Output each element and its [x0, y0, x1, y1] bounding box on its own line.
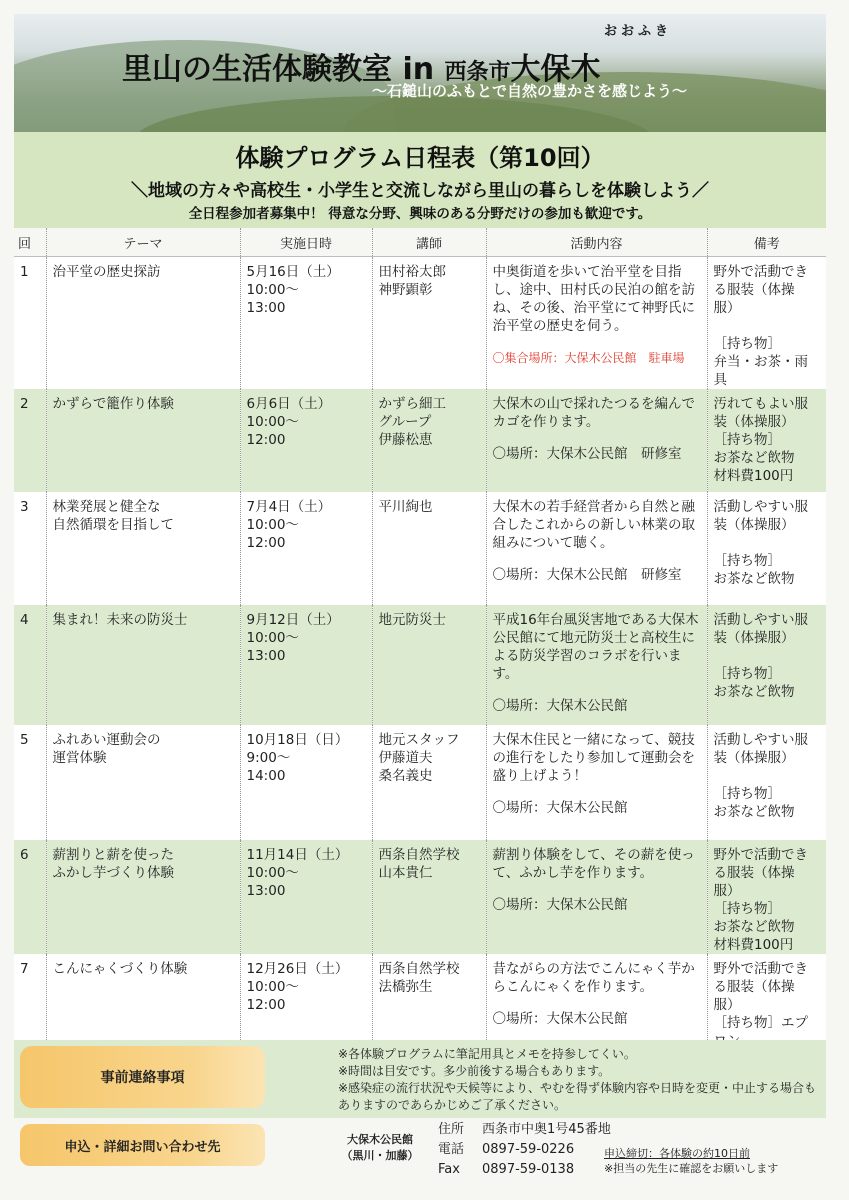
row-notes: 汚れてもよい服装（体操服） ［持ち物］ お茶など飲物 材料費100円: [707, 389, 826, 492]
row-datetime: 10月18日（日） 9:00〜 14:00: [240, 725, 372, 840]
schedule-invite: 全日程参加者募集中！ 得意な分野、興味のある分野だけの参加も歓迎です。: [188, 206, 652, 222]
organization: [330, 1132, 430, 1164]
table-row: [14, 840, 826, 954]
row-location: 〇場所：大保木公民館 研修室: [492, 567, 682, 583]
row-activity-cell: [486, 605, 707, 725]
row-lecturer: 平川絢也: [372, 492, 486, 605]
row-activity-cell: [486, 389, 707, 492]
row-activity: 大保木の若手経営者から自然と融合したこれからの新しい林業の取組みについて聴く。: [492, 499, 695, 551]
title-city: 西条市: [444, 60, 511, 85]
org-name: 大保木公民館: [347, 1133, 413, 1146]
title-main: 里山の生活体験教室 in: [122, 52, 445, 87]
schedule-table: [14, 228, 826, 1086]
row-num: 5: [14, 725, 46, 840]
row-location: 〇場所：大保木公民館: [492, 698, 628, 714]
table-row: [14, 389, 826, 492]
row-datetime: 11月14日（土） 10:00〜 13:00: [240, 840, 372, 954]
deadline-note: ※担当の先生に確認をお願いします: [604, 1162, 779, 1175]
notice-item: ※各体験プログラムに筆記用具とメモを持参してくい。: [338, 1047, 636, 1061]
col-header-notes: 備考: [707, 228, 826, 257]
row-datetime: 9月12日（土） 10:00〜 13:00: [240, 605, 372, 725]
notice-item: ※時間は目安です。多少前後する場合もあります。: [338, 1064, 611, 1078]
row-location: 〇場所：大保木公民館: [492, 897, 628, 913]
row-activity: 中奥街道を歩いて治平堂を目指し、途中、田村氏の民泊の館を訪ね、その後、治平堂にて神野氏に治平堂の歴史を伺う。: [492, 264, 695, 334]
deadline-text: 申込締切：各体験の約10日前: [604, 1147, 750, 1160]
row-num: 1: [14, 257, 46, 390]
row-location: 〇場所：大保木公民館: [492, 800, 628, 816]
title-place: 大保木: [510, 52, 601, 87]
row-num: 3: [14, 492, 46, 605]
row-lecturer: かずら細工 グループ 伊藤松恵: [372, 389, 486, 492]
row-location: 〇集合場所：大保木公民館 駐車場: [492, 351, 685, 365]
table-header-row: [14, 228, 826, 257]
address-line: [438, 1120, 611, 1140]
col-header-activity: 活動内容: [486, 228, 707, 257]
col-header-lecturer: 講師: [372, 228, 486, 257]
page-subtitle: 〜石鎚山のふもとで自然の豊かさを感じよう〜: [372, 82, 688, 100]
col-header-theme: テーマ: [46, 228, 240, 257]
row-location: 〇場所：大保木公民館 研修室: [492, 446, 682, 462]
row-notes: 野外で活動できる服装（体操服） ［持ち物］ お茶など飲物 材料費100円: [707, 840, 826, 954]
schedule-tagline: ＼地域の方々や高校生・小学生と交流しながら里山の暮らしを体験しよう／: [131, 181, 709, 201]
col-header-datetime: 実施日時: [240, 228, 372, 257]
row-theme: 薪割りと薪を使った ふかし芋づくり体験: [46, 840, 240, 954]
table-row: [14, 257, 826, 390]
row-theme: 治平堂の歴史探訪: [46, 257, 240, 390]
row-lecturer: 地元防災士: [372, 605, 486, 725]
row-lecturer: 西条自然学校 山本貴仁: [372, 840, 486, 954]
table-row: [14, 605, 826, 725]
row-theme: ふれあい運動会の 運営体験: [46, 725, 240, 840]
row-activity: 昔ながらの方法でこんにゃく芋からこんにゃくを作ります。: [492, 961, 695, 995]
row-activity-cell: [486, 492, 707, 605]
col-header-num: 回: [14, 228, 46, 257]
row-activity-cell: [486, 725, 707, 840]
program-heading: [14, 132, 826, 228]
row-notes: 野外で活動できる服装（体操服） ［持ち物］エプ: [707, 954, 826, 1086]
row-activity: 平成16年台風災害地である大保木公民館にて地元防災士と高校生による防災学習のコラボを行います。: [492, 612, 699, 682]
row-num: 7: [14, 954, 46, 1086]
row-theme: 林業発展と健全な 自然循環を目指して: [46, 492, 240, 605]
title-ruby: おおふき: [604, 24, 673, 39]
row-activity: 大保木の山で採れたつるを編んでカゴを作ります。: [492, 396, 695, 430]
row-lecturer: 西条自然学校 法橋弥生: [372, 954, 486, 1086]
schedule-title: 体験プログラム日程表（第10回）: [235, 144, 605, 172]
row-location: 〇場所：大保木公民館: [492, 1011, 628, 1027]
contact-label: 申込・詳細お問い合わせ先: [20, 1124, 265, 1166]
fax-label: Fax: [438, 1162, 460, 1177]
row-datetime: 6月6日（土） 10:00〜 12:00: [240, 389, 372, 492]
contact-details: [438, 1120, 611, 1180]
row-notes: 活動しやすい服装（体操服） ［持ち物］ お茶など飲物: [707, 605, 826, 725]
row-theme: こんにゃくづくり体験: [46, 954, 240, 1086]
row-notes: 活動しやすい服装（体操服） ［持ち物］ お茶など飲物: [707, 725, 826, 840]
table-row: [14, 492, 826, 605]
row-datetime: 12月26日（土） 10:00〜 12:00: [240, 954, 372, 1086]
notice-label: 事前連絡事項: [20, 1046, 265, 1108]
notice-list: [338, 1046, 828, 1114]
fax-line: [438, 1160, 611, 1180]
fax-value: 0897-59-0138: [482, 1162, 575, 1177]
row-notes: 活動しやすい服装（体操服） ［持ち物］ お茶など飲物: [707, 492, 826, 605]
row-activity: 薪割り体験をして、その薪を使って、ふかし芋を作ります。: [492, 847, 695, 881]
row-activity-cell: [486, 257, 707, 390]
row-num: 4: [14, 605, 46, 725]
row-num: 2: [14, 389, 46, 492]
table-row: [14, 725, 826, 840]
row-theme: かずらで籠作り体験: [46, 389, 240, 492]
phone-line: [438, 1140, 611, 1160]
row-datetime: 5月16日（土） 10:00〜 13:00: [240, 257, 372, 390]
row-lecturer: 地元スタッフ 伊藤道夫 桑名義史: [372, 725, 486, 840]
row-num: 6: [14, 840, 46, 954]
row-activity: 大保木住民と一緒になって、競技の進行をしたり参加して運動会を盛り上げよう！: [492, 732, 695, 784]
row-lecturer: 田村裕太郎 神野顕彰: [372, 257, 486, 390]
phone-value: 0897-59-0226: [482, 1142, 575, 1157]
org-staff: （黒川・加藤）: [341, 1149, 419, 1162]
address-value: 西条市中奥1号45番地: [482, 1122, 611, 1137]
application-deadline: [604, 1146, 778, 1176]
row-notes: 野外で活動できる服装（体操服） ［持ち物］ 弁当・お茶・雨具: [707, 257, 826, 390]
row-activity-cell: [486, 840, 707, 954]
notice-item: ※感染症の流行状況や天候等により、やむを得ず体験内容や日時を変更・中止する場合もありますのであらかじめご了承ください。: [338, 1081, 817, 1112]
phone-label: 電話: [438, 1142, 465, 1157]
address-label: 住所: [438, 1122, 465, 1137]
row-datetime: 7月4日（土） 10:00〜 12:00: [240, 492, 372, 605]
row-theme: 集まれ！未来の防災士: [46, 605, 240, 725]
